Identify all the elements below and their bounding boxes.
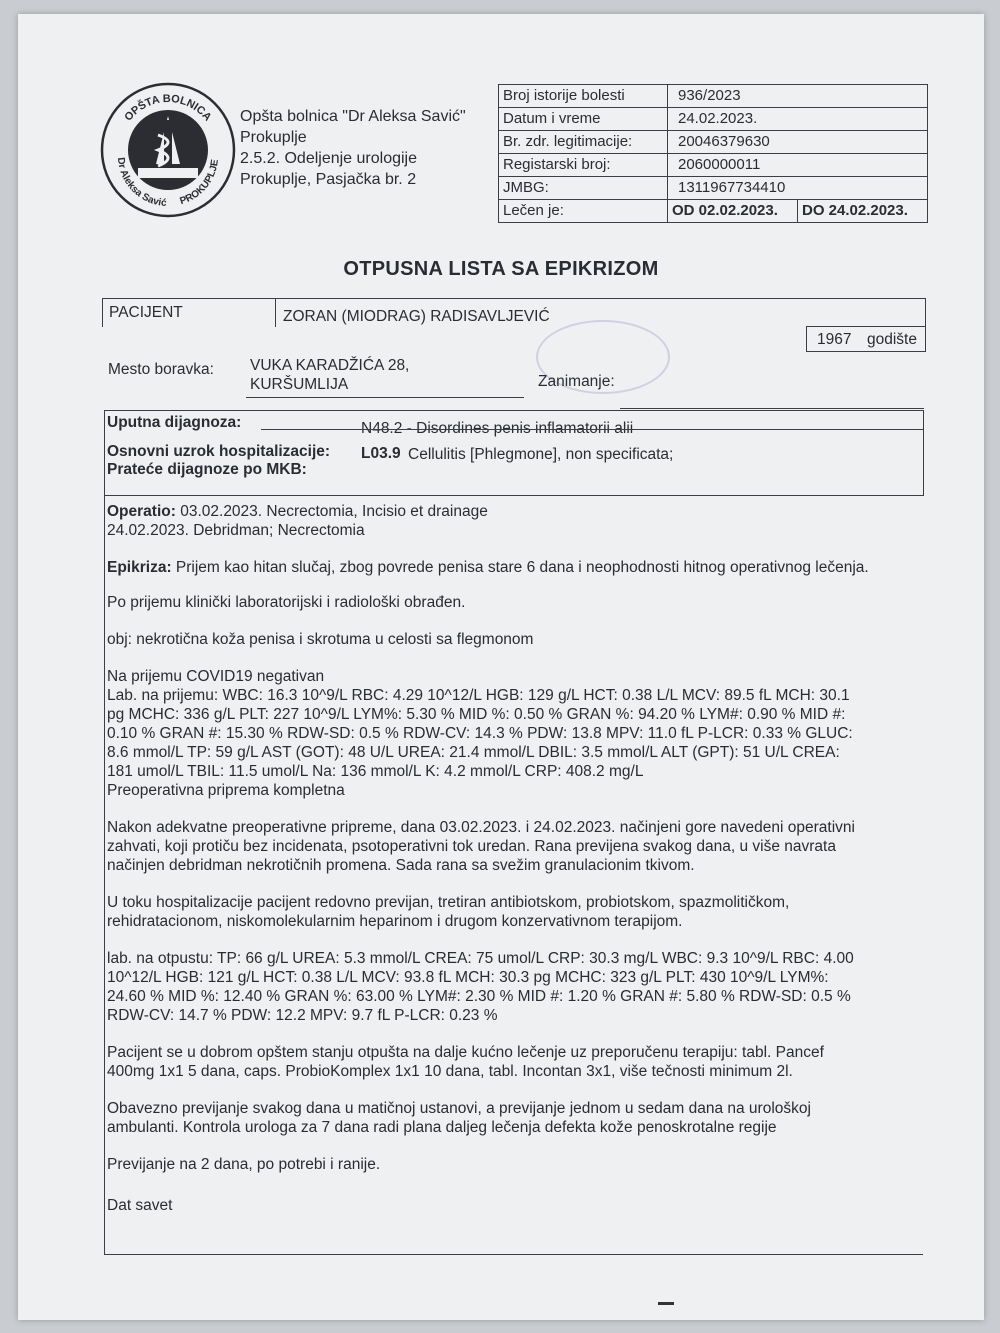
pen-mark <box>658 1302 674 1305</box>
residence-underline <box>246 397 524 398</box>
residence-line2: KURŠUMLIJA <box>250 376 349 393</box>
hospital-seal-icon <box>98 80 238 220</box>
jmbg-value: 1311967734410 <box>668 177 928 200</box>
advice-text: Dat savet <box>107 1197 173 1214</box>
lab-admission-3: pg MCHC: 336 g/L PLT: 227 10^9/L LYM%: 5.30 % MID %: 0.50 % GRAN %: 94.20 % LYM#: 0.90 % MID #: <box>107 706 846 723</box>
referral-label: Uputna dijagnoza: <box>107 414 242 431</box>
diag-divider <box>261 429 923 430</box>
dressing-1: Obavezno previjanje svakog dana u matičnoj ustanovi, a previjanje jednom u sedam dana na urološkoj <box>107 1100 811 1117</box>
residence-line1: VUKA KARADŽIĆA 28, <box>250 357 410 374</box>
main-cause-code: L03.9 <box>361 445 401 462</box>
occupation-label: Zanimanje: <box>538 373 615 390</box>
operatio-line2: 24.02.2023. Debridman; Necrectomia <box>107 522 365 539</box>
health-id-value: 20046379630 <box>668 131 928 154</box>
dressing-3: Previjanje na 2 dana, po potrebi i ranije. <box>107 1156 381 1173</box>
residence-label: Mesto boravka: <box>108 361 214 378</box>
diagnosis-box <box>104 410 924 496</box>
course-2: zahvati, koji protiču bez incidenata, psotoperativni tok uredan. Rana previjena svakog dana, u više navrata <box>107 838 836 855</box>
health-id-label: Br. zdr. legitimacije: <box>499 131 668 154</box>
patient-table <box>102 298 926 350</box>
seal-text-right: PROKUPLJE <box>178 158 221 208</box>
main-cause-value: Cellulitis [Phlegmone], non specificata; <box>408 446 674 463</box>
record-info-table <box>498 84 928 223</box>
datetime-label: Datum i vreme <box>499 108 668 131</box>
history-value: 936/2023 <box>668 85 928 108</box>
patient-year: 1967 <box>817 331 852 348</box>
lab-discharge-3: 24.60 % MID %: 12.40 % GRAN %: 63.00 % LYM#: 2.30 % MID #: 1.20 % GRAN #: 5.80 % RDW-SD: 0.5 % <box>107 988 851 1005</box>
lab-discharge-4: RDW-CV: 14.7 % PDW: 12.2 MPV: 9.7 fL P-LCR: 0.23 % <box>107 1007 498 1024</box>
discharge-1: Pacijent se u dobrom opštem stanju otpušta na dalje kućno lečenje uz preporučenu terapiju: tabl. Pancef <box>107 1044 824 1061</box>
hospital-department: 2.5.2. Odeljenje urologije <box>240 150 418 167</box>
history-label: Broj istorije bolesti <box>499 85 668 108</box>
reg-value: 2060000011 <box>668 154 928 177</box>
epikriza-label: Epikriza: <box>107 559 172 576</box>
seal-text-left: Dr Aleksa Savić <box>114 156 167 210</box>
course-3: načinjen debridman nekrotičnih promena. Sada rana sa svežim granulacionim tkivom. <box>107 857 695 874</box>
epikriza-text: Prijem kao hitan slučaj, zbog povrede penisa stare 6 dana i neophodnosti hitnog operativnog lečenja. <box>175 559 869 576</box>
datetime-value: 24.02.2023. <box>668 108 928 131</box>
therapy-1: U toku hospitalizacije pacijent redovno previjan, tretiran antibiotskom, probiotskom, spazmolitičkom, <box>107 894 790 911</box>
lab-admission-5: 8.6 mmol/L TP: 59 g/L AST (GOT): 48 U/L UREA: 21.4 mmol/L DBIL: 3.5 mmol/L ALT (GPT): 51 U/L CREA: <box>107 744 840 761</box>
document-page <box>18 14 984 1320</box>
patient-year-label: godište <box>867 331 917 348</box>
lab-admission-4: 0.10 % GRAN #: 15.30 % RDW-SD: 0.5 % RDW-CV: 14.3 % PDW: 13.8 MPV: 11.0 fL P-LCR: 0.33 % GLUC: <box>107 725 853 742</box>
treated-from: OD 02.02.2023. <box>668 200 798 222</box>
admission-text: Po prijemu klinički laboratorijski i radiološki obrađen. <box>107 594 466 611</box>
document-title: OTPUSNA LISTA SA EPIKRIZOM <box>343 258 659 280</box>
hospital-address: Prokuplje, Pasjačka br. 2 <box>240 171 417 188</box>
occupation-underline <box>620 408 924 409</box>
therapy-2: rehidratacionom, niskomolekularnim heparinom i drugom konzervativnom terapijom. <box>107 913 683 930</box>
lab-admission-1: Na prijemu COVID19 negativan <box>107 668 325 685</box>
reg-label: Registarski broj: <box>499 154 668 177</box>
operatio-label: Operatio: <box>107 503 176 520</box>
treated-label: Lečen je: <box>499 200 668 223</box>
patient-name: ZORAN (MIODRAG) RADISAVLJEVIĆ <box>283 308 550 325</box>
operatio-line1: 03.02.2023. Necrectomia, Incisio et drainage <box>180 503 488 520</box>
lab-admission-6: 181 umol/L TBIL: 11.5 umol/L Na: 136 mmol/L K: 4.2 mmol/L CRP: 408.2 mg/L <box>107 763 644 780</box>
seal-text-top: OPŠTA BOLNICA <box>122 92 214 124</box>
lab-admission-2: Lab. na prijemu: WBC: 16.3 10^9/L RBC: 4.29 10^12/L HGB: 129 g/L HCT: 0.38 L/L MCV: 89.5 fL MCH: 30.1 <box>107 687 850 704</box>
referral-value: N48.2 - Disordines penis inflamatorii alii <box>361 420 634 437</box>
epicrisis-body <box>104 494 923 1255</box>
hospital-name: Opšta bolnica "Dr Aleksa Savić" <box>240 108 466 125</box>
main-cause-label: Osnovni uzrok hospitalizacije: <box>107 443 331 460</box>
jmbg-label: JMBG: <box>499 177 668 200</box>
obj-text: obj: nekrotična koža penisa i skrotuma u celosti sa flegmonom <box>107 631 534 648</box>
dressing-2: ambulanti. Kontrola urologa za 7 dana radi plana daljeg lečenja defekta kože penoskrotalne regije <box>107 1119 777 1136</box>
discharge-2: 400mg 1x1 5 dana, caps. ProbioKomplex 1x1 10 dana, tabl. Incontan 3x1, više tečnosti minimum 2l. <box>107 1063 793 1080</box>
course-1: Nakon adekvatne preoperativne pripreme, dana 03.02.2023. i 24.02.2023. načinjeni gore navedeni operativni <box>107 819 855 836</box>
hospital-header <box>240 106 466 190</box>
lab-discharge-1: lab. na otpustu: TP: 66 g/L UREA: 5.3 mmol/L CREA: 75 umol/L CRP: 30.3 mg/L WBC: 9.3 10^9/L RBC: 4.00 <box>107 950 854 967</box>
patient-label: PACIJENT <box>109 304 183 321</box>
accompanying-label: Prateće dijagnoze po MKB: <box>107 461 307 478</box>
treated-to: DO 24.02.2023. <box>802 202 908 219</box>
lab-admission-7: Preoperativna priprema kompletna <box>107 782 345 799</box>
hospital-city: Prokuplje <box>240 129 307 146</box>
lab-discharge-2: 10^12/L HGB: 121 g/L HCT: 0.38 L/L MCV: 93.8 fL MCH: 30.3 pg MCHC: 323 g/L PLT: 430 10^9/L LYM%: <box>107 969 829 986</box>
